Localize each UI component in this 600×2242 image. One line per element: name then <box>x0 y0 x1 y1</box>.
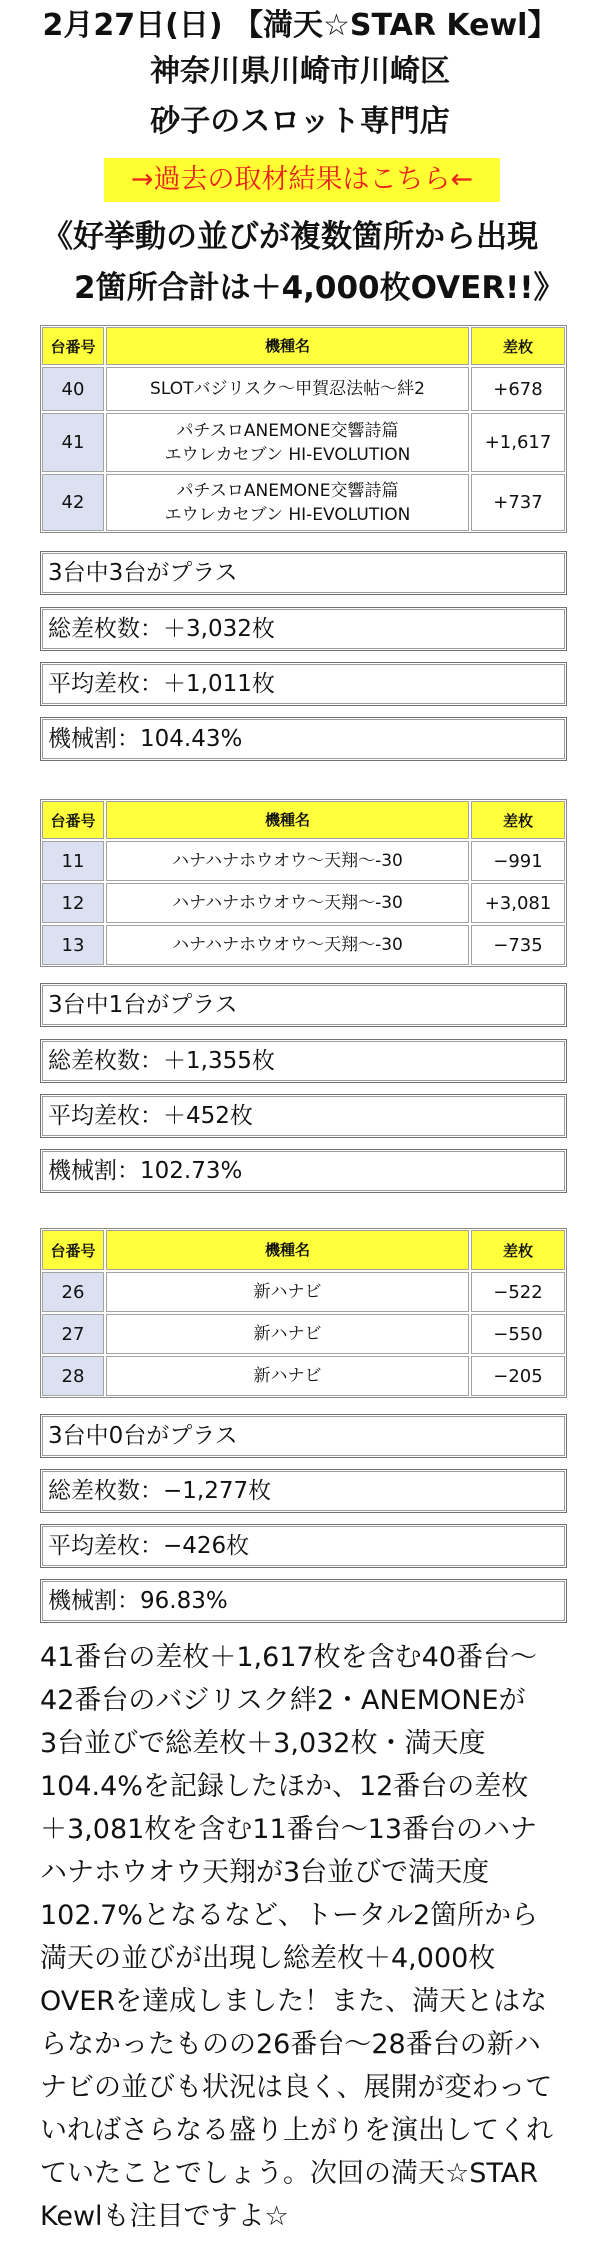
column-header-diff: 差枚 <box>471 1230 565 1270</box>
diff-cell: +1,617 <box>471 413 565 472</box>
model-name-line: ハナハナホウオウ〜天翔〜-30 <box>172 851 403 871</box>
average-diff-box <box>40 1524 567 1568</box>
headline-line-2: 2箇所合計は＋4,000枚OVER!!》 <box>74 270 565 306</box>
model-name-line: パチスロANEMONE交響詩篇 <box>176 480 399 501</box>
model-cell <box>106 883 469 923</box>
average-diff-text: 平均差枚：＋452枚 <box>42 1096 565 1136</box>
plus-count-text: 3台中1台がプラス <box>42 985 565 1025</box>
diff-cell: −550 <box>471 1314 565 1354</box>
article-line: 満天の並びが出現し総差枚＋4,000枚 <box>40 1943 496 1974</box>
payout-rate-box <box>40 1579 567 1623</box>
total-diff-box <box>40 1469 567 1513</box>
model-cell <box>106 925 469 965</box>
result-table-1 <box>40 325 567 533</box>
store-name: 砂子のスロット専門店 <box>150 104 450 139</box>
article-line: 102.7%となるなど、トータル2箇所から <box>40 1900 539 1931</box>
table-row <box>42 1356 565 1396</box>
table-row <box>42 841 565 881</box>
model-name-line: 新ハナビ <box>253 1282 322 1302</box>
article-line: OVERを達成しました！また、満天とはな <box>40 1986 548 2017</box>
plus-count-box <box>40 1414 567 1458</box>
machine-number-cell: 41 <box>42 413 104 472</box>
model-cell <box>106 413 469 472</box>
column-header-model: 機種名 <box>106 801 469 839</box>
diff-cell: −991 <box>471 841 565 881</box>
table-row <box>42 1272 565 1312</box>
payout-rate-text: 機械割：104.43% <box>42 719 565 759</box>
store-area: 神奈川県川崎市川崎区 <box>150 54 450 89</box>
table-row <box>42 367 565 411</box>
article-line: ＋3,081枚を含む11番台〜13番台のハナ <box>40 1814 538 1845</box>
column-header-machine-number: 台番号 <box>42 1230 104 1270</box>
model-cell <box>106 474 469 531</box>
model-name-line: 新ハナビ <box>253 1366 322 1386</box>
article-line: Kewlも注目ですよ☆ <box>40 2201 289 2232</box>
table-row <box>42 925 565 965</box>
article-body <box>40 1636 572 2238</box>
model-cell <box>106 1356 469 1396</box>
article-line: 41番台の差枚＋1,617枚を含む40番台〜 <box>40 1642 538 1673</box>
model-cell <box>106 1314 469 1354</box>
table-row <box>42 474 565 531</box>
machine-number-cell: 11 <box>42 841 104 881</box>
model-name-line: エウレカセブン HI-EVOLUTION <box>164 444 411 465</box>
machine-number-cell: 26 <box>42 1272 104 1312</box>
total-diff-box <box>40 1039 567 1083</box>
table-header-row <box>42 1230 565 1270</box>
diff-cell: +737 <box>471 474 565 531</box>
past-results-link[interactable]: →過去の取材結果はこちら← <box>104 158 500 202</box>
model-name-line: ハナハナホウオウ〜天翔〜-30 <box>172 893 403 913</box>
payout-rate-text: 機械割：96.83% <box>42 1581 565 1621</box>
article-line: 3台並びで総差枚＋3,032枚・満天度 <box>40 1728 486 1759</box>
column-header-machine-number: 台番号 <box>42 327 104 365</box>
article-line: いればさらなる盛り上がりを演出してくれ <box>40 2115 553 2146</box>
payout-rate-box <box>40 1149 567 1193</box>
article-line: ていたことでしょう。次回の満天☆STAR <box>40 2158 538 2189</box>
machine-number-cell: 40 <box>42 367 104 411</box>
model-cell <box>106 841 469 881</box>
model-cell <box>106 367 469 411</box>
total-diff-box <box>40 607 567 651</box>
average-diff-box <box>40 1094 567 1138</box>
model-name-line: SLOTバジリスク〜甲賀忍法帖〜絆2 <box>150 379 425 399</box>
machine-number-cell: 28 <box>42 1356 104 1396</box>
column-header-diff: 差枚 <box>471 801 565 839</box>
diff-cell: +678 <box>471 367 565 411</box>
article-line: 42番台のバジリスク絆2・ANEMONEが <box>40 1685 526 1716</box>
plus-count-text: 3台中0台がプラス <box>42 1416 565 1456</box>
plus-count-box <box>40 983 567 1027</box>
payout-rate-text: 機械割：102.73% <box>42 1151 565 1191</box>
column-header-diff: 差枚 <box>471 327 565 365</box>
article-line: ハナホウオウ天翔が3台並びで満天度 <box>40 1857 490 1888</box>
model-name-line: パチスロANEMONE交響詩篇 <box>176 420 399 441</box>
model-name-line: ハナハナホウオウ〜天翔〜-30 <box>172 935 403 955</box>
average-diff-text: 平均差枚：＋1,011枚 <box>42 664 565 704</box>
diff-cell: −205 <box>471 1356 565 1396</box>
average-diff-text: 平均差枚：−426枚 <box>42 1526 565 1566</box>
column-header-machine-number: 台番号 <box>42 801 104 839</box>
diff-cell: +3,081 <box>471 883 565 923</box>
column-header-model: 機種名 <box>106 327 469 365</box>
machine-number-cell: 13 <box>42 925 104 965</box>
table-header-row <box>42 801 565 839</box>
event-date-title: 2月27日(日) 【満天☆STAR Kewl】 <box>42 8 558 43</box>
diff-cell: −522 <box>471 1272 565 1312</box>
table-row <box>42 413 565 472</box>
column-header-model: 機種名 <box>106 1230 469 1270</box>
result-table-2 <box>40 799 567 967</box>
diff-cell: −735 <box>471 925 565 965</box>
article-line: 104.4%を記録したほか、12番台の差枚 <box>40 1771 529 1802</box>
result-table-3 <box>40 1228 567 1398</box>
model-cell <box>106 1272 469 1312</box>
headline-line-1: 《好挙動の並びが複数箇所から出現 <box>42 219 538 255</box>
total-diff-text: 総差枚数：＋3,032枚 <box>42 609 565 649</box>
model-name-line: エウレカセブン HI-EVOLUTION <box>164 504 411 525</box>
plus-count-text: 3台中3台がプラス <box>42 553 565 593</box>
total-diff-text: 総差枚数：−1,277枚 <box>42 1471 565 1511</box>
machine-number-cell: 42 <box>42 474 104 531</box>
machine-number-cell: 12 <box>42 883 104 923</box>
average-diff-box <box>40 662 567 706</box>
payout-rate-box <box>40 717 567 761</box>
plus-count-box <box>40 551 567 595</box>
model-name-line: 新ハナビ <box>253 1324 322 1344</box>
table-header-row <box>42 327 565 365</box>
article-line: らなかったものの26番台〜28番台の新ハ <box>40 2029 541 2060</box>
table-row <box>42 1314 565 1354</box>
total-diff-text: 総差枚数：＋1,355枚 <box>42 1041 565 1081</box>
table-row <box>42 883 565 923</box>
article-line: ナビの並びも状況は良く、展開が変わって <box>40 2072 553 2103</box>
machine-number-cell: 27 <box>42 1314 104 1354</box>
